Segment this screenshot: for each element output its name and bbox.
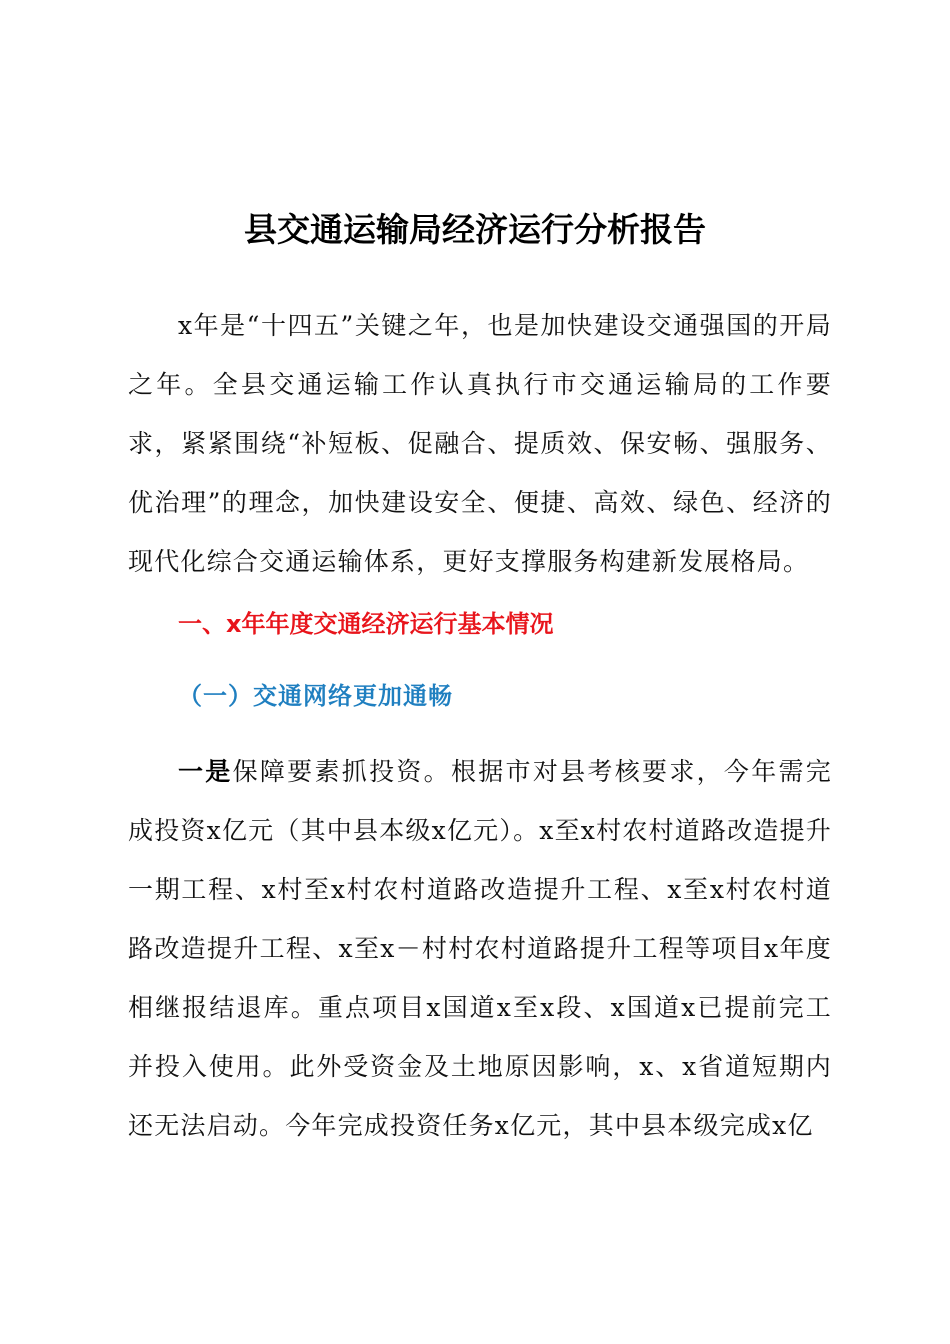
paragraph-investment — [128, 742, 832, 1155]
subsection-heading: （一）交通网络更加通畅 — [178, 681, 453, 710]
paragraph-lead: 一是 — [178, 757, 233, 786]
intro-paragraph: x年是“十四五”关键之年，也是加快建设交通强国的开局之年。全县交通运输工作认真执行市交通运输局的工作要求，紧紧围绕“补短板、促融合、提质效、保安畅、强服务、优治理”的理念，加快建设安全、便捷、高效、绿色、经济的现代化综合交通运输体系，更好支撑服务构建新发展格局。 — [128, 311, 832, 576]
section-heading: 一、x年年度交通经济运行基本情况 — [178, 610, 554, 638]
paragraph-body: 保障要素抓投资。根据市对县考核要求，今年需完成投资x亿元（其中县本级x亿元）。x至x村农村道路改造提升一期工程、x村至x村农村道路改造提升工程、x至x村农村道路改造提升工程、x至x－村村农村道路提升工程等项目x年度相继报结退库。重点项目x国道x至x段、x国道x已提前完工并投入使用。此外受资金及土地原因影响，x、x省道短期内还无法启动。今年完成投资任务x亿元，其中县本级完成x亿 — [128, 757, 832, 1140]
document-title: 县交通运输局经济运行分析报告 — [244, 210, 706, 249]
